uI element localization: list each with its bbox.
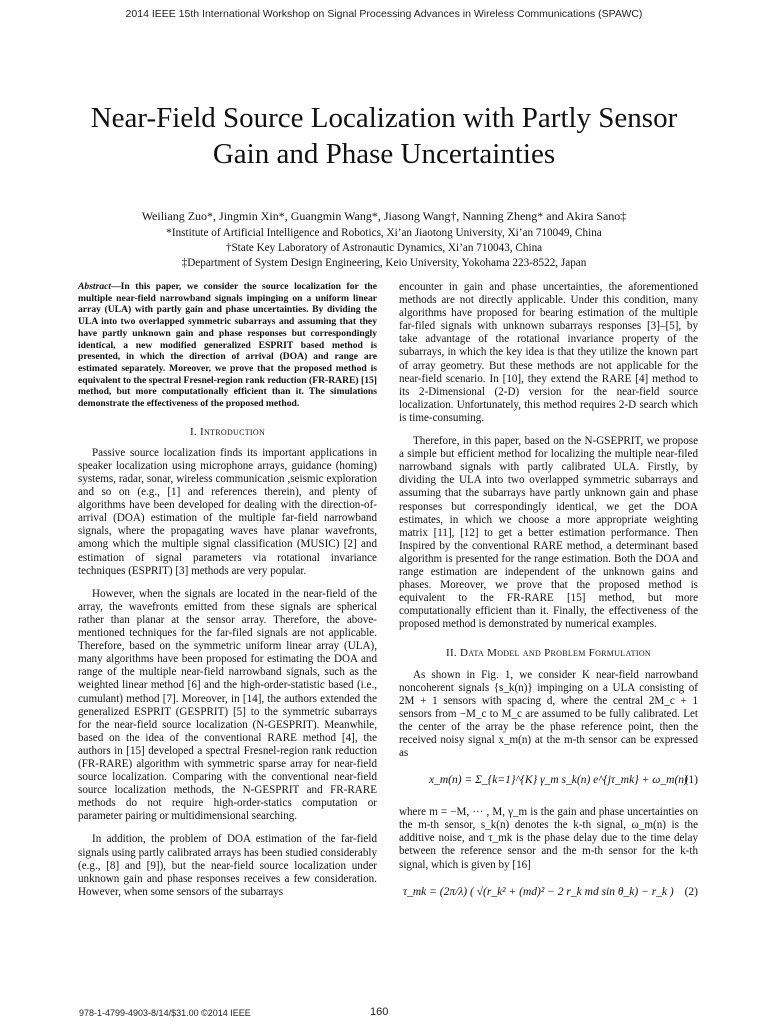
affiliation-2: †State Key Laboratory of Astronautic Dynamics, Xi’an 710043, China bbox=[225, 242, 543, 254]
affiliation-1: *Institute of Artificial Intelligence and Robotics, Xi’an Jiaotong University, Xi’an 710049, China bbox=[166, 227, 602, 239]
paper-title bbox=[40, 100, 728, 172]
intro-paragraph-1: Passive source localization finds its important applications in speaker localization using microphone arrays, guidance (homing) systems, radar, sonar, wireless communication ,seismic exploration and so on (e.g., [1] and references therein), and plenty of algorithms have been developed for dealing with the direction-of-arrival (DOA) estimation of the multiple far-field narrowband signals, where the propagating waves have planar wavefronts, among which the multiple signal classification (MUSIC) [2] and estimation of signal parameters via rotational invariance techniques (ESPRIT) [3] methods are very popular. bbox=[78, 446, 377, 577]
left-column bbox=[78, 281, 377, 899]
abstract-label: Abstract bbox=[78, 281, 112, 292]
right-column bbox=[399, 281, 698, 918]
affiliation-3: ‡Department of System Design Engineering, Keio University, Yokohama 223-8522, Japan bbox=[181, 257, 587, 269]
author-list: Weiliang Zuo*, Jingmin Xin*, Guangmin Wang*, Jiasong Wang†, Nanning Zheng* and Akira Sano‡ bbox=[141, 209, 627, 223]
conference-header: 2014 IEEE 15th International Workshop on Signal Processing Advances in Wireless Communications (SPAWC) bbox=[125, 8, 643, 20]
right-paragraph-2: Therefore, in this paper, based on the N-GSEPRIT, we propose a simple but efficient method for localizing the multiple near-filed narrowband signals with partly calibrated ULA. Firstly, by dividing the ULA into two overlapped symmetric subarrays and assuming that the subarrays have partly unknown gain and phase responses but correspondingly identical, we get the DOA estimates, in which we choose a more appropriate weighting matrix [11], [12] to get a better estimation performance. Then Inspired by the conventional RARE method, a determinant based algorithm is presented for the range estimation. Both the DOA and range estimation are independent of the unknown gains and phases. Moreover, we prove that the proposed method is equivalent to the FR-RARE [15] method, but more computationally efficient than it. Finally, the effectiveness of the proposed method is demonstrated by numerical examples. bbox=[399, 435, 698, 631]
abstract bbox=[78, 281, 377, 410]
equation-1-number: (1) bbox=[684, 774, 698, 787]
page-number: 160 bbox=[370, 1006, 389, 1018]
model-paragraph-1: As shown in Fig. 1, we consider K near-field narrowband noncoherent signals {s_k(n)} impinging on a ULA consisting of 2M + 1 sensors with spacing d, where the central 2M_c + 1 sensors from −M_c to M_c are assumed to be fully calibrated. Let the center of the array be the phase reference point, then the received noisy signal x_m(n) at the m-th sensor can be expressed as bbox=[399, 668, 698, 760]
equation-1 bbox=[399, 766, 698, 800]
abstract-text: —In this paper, we consider the source localization for the multiple near-field narrowband signals impinging on a uniform linear array (ULA) with partly gain and phase uncertainties. By dividing the ULA into two overlapped symmetric subarrays and assuming that they have partly unknown gain and phase responses but correspondingly identical, a new modified generalized ESPRIT based method is presented, in which the direction of arrival (DOA) and range are estimated separately. Moreover, we prove that the proposed method is equivalent to the spectral Fresnel-region rank reduction (FR-RARE) [15] method, but more computationally efficient than it. The simulations demonstrate the effectiveness of the proposed method. bbox=[78, 281, 377, 410]
equation-1-body: x_m(n) = Σ_{k=1}^{K} γ_m s_k(n) e^{jτ_mk} + ω_m(n) bbox=[429, 774, 688, 787]
model-paragraph-2: where m = −M, ··· , M, γ_m is the gain and phase uncertainties on the m-th sensor, s_k(n) denotes the k-th signal, ω_m(n) is the additive noise, and τ_mk is the phase delay due to the time delay between the reference sensor and the m-th sensor for the k-th signal, which is given by [16] bbox=[399, 806, 698, 871]
intro-paragraph-3: In addition, the problem of DOA estimation of the far-field signals using partly calibrated arrays has been studied considerably (e.g., [8] and [9]), but the near-field source localization under unknown gain and phase responses receives a few consideration. However, when some sensors of the subarrays bbox=[78, 833, 377, 898]
right-paragraph-1: encounter in gain and phase uncertainties, the aforementioned methods are not directly applicable. Under this condition, many algorithms have proposed for bearing estimation of the multiple far-filed signals with unknown subarrays responses [3]–[5], by take advantage of the rotational invariance property of the subarrays, in which the key idea is that they utilize the known part of array geometry. But these methods are not applicable for the near-field scenario. In [10], they extend the RARE [4] method to its 2-Dimensional (2-D) version for the near-field source localization. Unfortunately, this method requires 2-D search which is time-consuming. bbox=[399, 281, 698, 424]
title-line-1: Near-Field Source Localization with Partly Sensor bbox=[90, 102, 678, 134]
section-1-heading: I. Introduction bbox=[189, 425, 266, 438]
equation-2 bbox=[399, 878, 698, 912]
title-line-2: Gain and Phase Uncertainties bbox=[212, 138, 556, 170]
equation-2-number: (2) bbox=[684, 885, 698, 898]
copyright-footer: 978-1-4799-4903-8/14/$31.00 ©2014 IEEE bbox=[79, 1008, 251, 1018]
section-2-heading: II. Data Model and Problem Formulation bbox=[446, 647, 651, 660]
intro-paragraph-2: However, when the signals are located in the near-field of the array, the wavefronts emitted from these signals are spherical rather than planar at the sensor array. Therefore, the above-mentioned techniques for the far-filed signals are not applicable. Therefore, based on the symmetric uniform linear array (ULA), many algorithms have been proposed for estimating the DOA and range of the multiple near-field narrowband signals, such as the weighted linear method [6] and the high-order-statistic based (i.e., cumulant) method [7]. Moreover, in [14], the authors extended the generalized ESPRIT (GESPRIT) [5] to the symmetric subarrays for the near-field source localization (N-GESPRIT). Meanwhile, based on the idea of the conventional RARE method [4], the authors in [15] developed a spectral Fresnel-region rank reduction (FR-RARE) algorithm with symmetric sparse array for near-field source localization. Comparing with the conventional near-field source localization methods, the N-GESPRIT and FR-RARE methods do not require high-order-statics computation or parameter pairing or multidimensional searching. bbox=[78, 587, 377, 823]
equation-2-body: τ_mk = (2π/λ) ( √(r_k² + (md)² − 2 r_k md sin θ_k) − r_k ) bbox=[403, 885, 674, 898]
